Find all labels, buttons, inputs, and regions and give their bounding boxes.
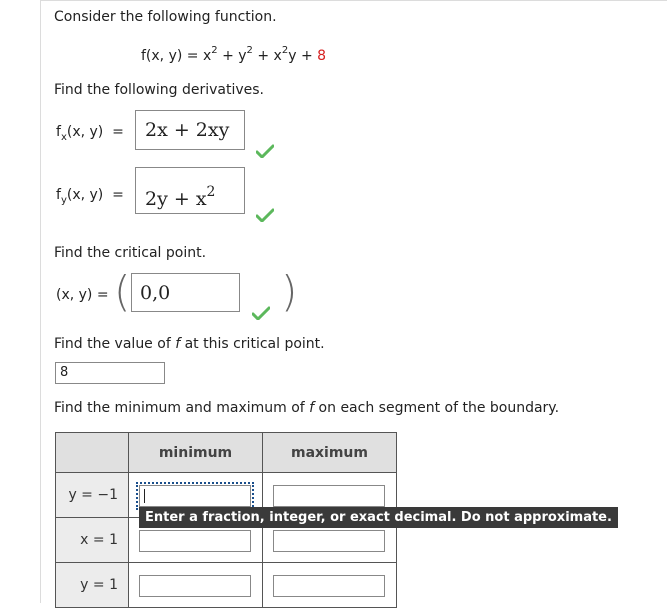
derivatives-prompt: Find the following derivatives. <box>54 82 264 98</box>
row-label-y-minus-1: y = −1 <box>56 473 129 518</box>
fy-answer-field[interactable]: $2y + x^2$ <box>135 167 245 214</box>
max-input-y-minus-1[interactable] <box>273 485 385 507</box>
critical-point-field[interactable]: 0,0 <box>131 273 240 312</box>
maximum-header: maximum <box>263 433 397 473</box>
right-paren: ) <box>281 267 298 316</box>
max-input-x-1[interactable] <box>273 530 385 552</box>
value-prompt: Find the value of f at this critical point. <box>54 336 325 352</box>
critical-point-label: (x, y) = <box>56 287 109 303</box>
row-label-x-1: x = 1 <box>56 518 129 563</box>
cell-y-1-max <box>263 563 397 608</box>
min-input-y-1[interactable] <box>139 575 251 597</box>
boundary-prompt: Find the minimum and maximum of f on each segment of the boundary. <box>54 400 560 416</box>
critical-value-input[interactable]: 8 <box>55 362 165 384</box>
fy-label: $f_y(x$, y) = <box>56 187 124 206</box>
minimum-header: minimum <box>129 433 263 473</box>
fx-label: $f_x(x$, y) = <box>56 124 124 143</box>
table-corner <box>56 433 129 473</box>
critical-correct-check-icon <box>252 306 270 320</box>
max-input-y-1[interactable] <box>273 575 385 597</box>
left-paren: ( <box>114 267 131 316</box>
critical-prompt: Find the critical point. <box>54 245 207 261</box>
fx-correct-check-icon <box>256 144 274 158</box>
min-input-y-minus-1[interactable] <box>139 485 251 507</box>
input-hint-tooltip: Enter a fraction, integer, or exact decimal. Do not approximate. <box>139 507 618 528</box>
text-caret <box>144 489 145 503</box>
fx-answer-field[interactable]: 2x + 2xy <box>135 110 245 150</box>
function-definition: f(x, $y) = x^2 + y^2 + x^2y + 8$ <box>141 45 327 64</box>
fy-correct-check-icon <box>256 208 274 222</box>
function-constant: 8 <box>317 48 327 64</box>
cell-y-1-min <box>129 563 263 608</box>
min-input-x-1[interactable] <box>139 530 251 552</box>
row-label-y-1: y = 1 <box>56 563 129 608</box>
intro-text: Consider the following function. <box>54 9 277 25</box>
